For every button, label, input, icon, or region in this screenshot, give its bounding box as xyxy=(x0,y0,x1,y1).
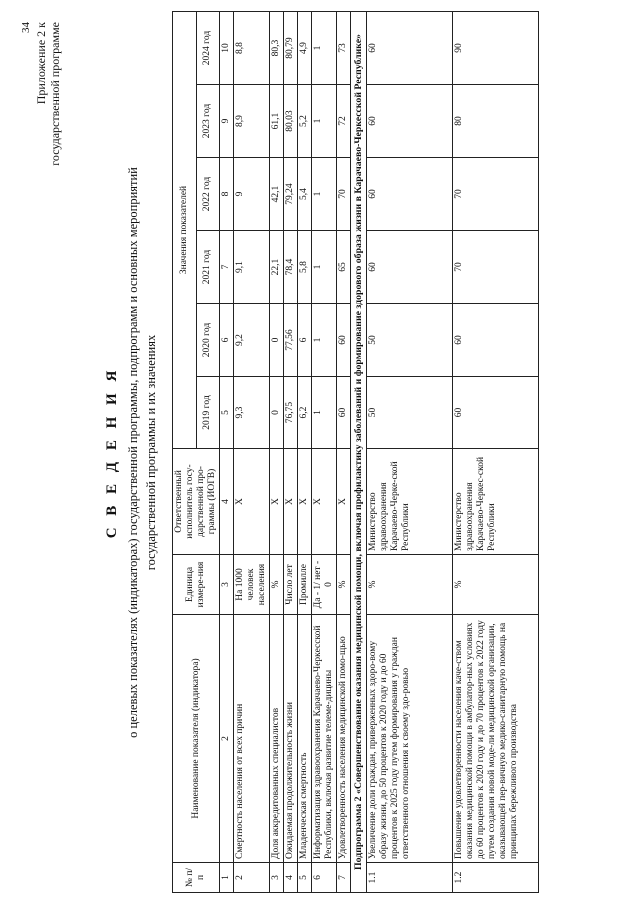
value-cell: 5,8 xyxy=(298,231,312,304)
page-number: 34 xyxy=(20,22,32,33)
table-row xyxy=(270,12,284,893)
value-cell: 60 xyxy=(367,158,453,231)
row-number: 5 xyxy=(298,863,312,893)
value-cell: 78,4 xyxy=(284,231,298,304)
column-number: 7 xyxy=(220,231,234,304)
unit: На 1000 человек населения xyxy=(234,555,270,615)
value-cell: 0 xyxy=(270,304,284,377)
value-cell: 77,56 xyxy=(284,304,298,377)
value-cell: 8,8 xyxy=(234,12,270,85)
unit: % xyxy=(367,555,453,615)
value-cell: 70 xyxy=(337,158,351,231)
table-row xyxy=(312,12,337,893)
column-number: 1 xyxy=(220,863,234,893)
responsible: Х xyxy=(298,449,312,555)
subtitle-line-2: государственной программы и их значениях xyxy=(144,334,158,571)
table-row xyxy=(337,12,351,893)
column-number: 10 xyxy=(220,12,234,85)
value-cell: 60 xyxy=(367,12,453,85)
header-num: № п/п xyxy=(173,863,220,893)
value-cell: 80,3 xyxy=(270,12,284,85)
value-cell: 9,1 xyxy=(234,231,270,304)
appendix-note xyxy=(34,22,62,322)
value-cell: 60 xyxy=(337,304,351,377)
value-cell: 90 xyxy=(453,12,539,85)
value-cell: 70 xyxy=(453,158,539,231)
value-cell: 22,1 xyxy=(270,231,284,304)
header-year: 2022 год xyxy=(196,158,220,231)
header-name: Наименование показателя (индикатора) xyxy=(173,615,220,863)
row-number: 6 xyxy=(312,863,337,893)
column-number-row xyxy=(220,12,234,893)
value-cell: 9,3 xyxy=(234,377,270,449)
indicators-table xyxy=(172,11,539,893)
unit: Число лет xyxy=(284,555,298,615)
indicator-name: Ожидаемая продолжительность жизни xyxy=(284,615,298,863)
column-number: 5 xyxy=(220,377,234,449)
responsible: Х xyxy=(312,449,337,555)
unit: Промилле xyxy=(298,555,312,615)
unit: % xyxy=(453,555,539,615)
value-cell: 0 xyxy=(270,377,284,449)
value-cell: 80 xyxy=(453,85,539,158)
value-cell: 1 xyxy=(312,85,337,158)
value-cell: 72 xyxy=(337,85,351,158)
column-number: 2 xyxy=(220,615,234,863)
value-cell: 73 xyxy=(337,12,351,85)
row-number: 1.1 xyxy=(367,863,453,893)
indicator-name: Удовлетворенность населения медицинской помо-щью xyxy=(337,615,351,863)
value-cell: 1 xyxy=(312,12,337,85)
value-cell: 8,9 xyxy=(234,85,270,158)
value-cell: 5,4 xyxy=(298,158,312,231)
unit: % xyxy=(270,555,284,615)
responsible: Х xyxy=(284,449,298,555)
header-year: 2024 год xyxy=(196,12,220,85)
value-cell: 50 xyxy=(367,304,453,377)
header-unit: Единица измере-ния xyxy=(173,555,220,615)
unit: % xyxy=(337,555,351,615)
value-cell: 60 xyxy=(453,304,539,377)
value-cell: 6,2 xyxy=(298,377,312,449)
indicator-name: Информатизация здравоохранения Карачаево-Черкесской Республики, включая развитие телеме-дицины xyxy=(312,615,337,863)
value-cell: 1 xyxy=(312,158,337,231)
value-cell: 70 xyxy=(453,231,539,304)
responsible: Х xyxy=(270,449,284,555)
column-number: 4 xyxy=(220,449,234,555)
value-cell: 5,2 xyxy=(298,85,312,158)
indicator-name: Доля аккредитованных специалистов xyxy=(270,615,284,863)
row-number: 4 xyxy=(284,863,298,893)
value-cell: 80,79 xyxy=(284,12,298,85)
table-row xyxy=(284,12,298,893)
indicator-name: Повышение удовлетворенности населения каче-ством оказания медицинской помощи в амбулатор-ных условиях до 60 процентов к 2020 году и до 70 процентов к 2022 году путем создания новой моде-ли медицинской организации, оказывающей пер-вичную медико-санитарную помощь на принципах бережливого производства xyxy=(453,615,539,863)
appendix-line-1: Приложение 2 к xyxy=(34,22,48,105)
table-row xyxy=(298,12,312,893)
table-row xyxy=(234,12,270,893)
row-number: 3 xyxy=(270,863,284,893)
value-cell: 1 xyxy=(312,377,337,449)
document-title: С В Е Д Е Н И Я xyxy=(104,366,120,539)
responsible: Х xyxy=(234,449,270,555)
column-number: 3 xyxy=(220,555,234,615)
appendix-line-2: государственной программе xyxy=(48,22,62,166)
value-cell: 60 xyxy=(367,231,453,304)
indicator-name: Увеличение доли граждан, приверженных здоро-вому образу жизни, до 50 процентов к 2020 году и до 60 процентов к 2025 году путем формирования у граждан ответственного отношения к своему здо-ровью xyxy=(367,615,453,863)
responsible: Х xyxy=(337,449,351,555)
header-year: 2020 год xyxy=(196,304,220,377)
value-cell: 6 xyxy=(298,304,312,377)
column-number: 8 xyxy=(220,158,234,231)
value-cell: 50 xyxy=(367,377,453,449)
table-row xyxy=(367,12,453,893)
header-year: 2019 год xyxy=(196,377,220,449)
value-cell: 61,1 xyxy=(270,85,284,158)
indicator-name: Младенческая смертность xyxy=(298,615,312,863)
subtitle-line-1: о целевых показателях (индикаторах) государственной программы, подпрограмм и основных мероприятий xyxy=(126,167,140,738)
unit: Да - 1/ нет - 0 xyxy=(312,555,337,615)
column-number: 9 xyxy=(220,85,234,158)
value-cell: 65 xyxy=(337,231,351,304)
value-cell: 42,1 xyxy=(270,158,284,231)
value-cell: 60 xyxy=(453,377,539,449)
header-year: 2021 год xyxy=(196,231,220,304)
value-cell: 60 xyxy=(337,377,351,449)
value-cell: 60 xyxy=(367,85,453,158)
row-number: 2 xyxy=(234,863,270,893)
section-heading: Подпрограмма 2 «Совершенствование оказания медицинской помощи, включая профилактику заболеваний и формирование здорового образа жизни в Карачаево-Черкесской Республике» xyxy=(351,12,367,893)
row-number: 7 xyxy=(337,863,351,893)
header-responsible: Ответственный исполнитель госу-дарственной про-граммы (ИОГВ) xyxy=(173,449,220,555)
header-values: Значения показателей xyxy=(173,12,197,449)
value-cell: 79,24 xyxy=(284,158,298,231)
value-cell: 1 xyxy=(312,304,337,377)
header-year: 2023 год xyxy=(196,85,220,158)
value-cell: 80,03 xyxy=(284,85,298,158)
responsible: Министерство здравоохранения Карачаево-Черке-ской Республики xyxy=(367,449,453,555)
indicator-name: Смертность населения от всех причин xyxy=(234,615,270,863)
value-cell: 4,9 xyxy=(298,12,312,85)
responsible: Министерство здравоохранения Карачаево-Черкес-ской Республики xyxy=(453,449,539,555)
value-cell: 9,2 xyxy=(234,304,270,377)
value-cell: 1 xyxy=(312,231,337,304)
value-cell: 76,75 xyxy=(284,377,298,449)
column-number: 6 xyxy=(220,304,234,377)
row-number: 1.2 xyxy=(453,863,539,893)
value-cell: 9 xyxy=(234,158,270,231)
section-row xyxy=(351,12,367,893)
table-row xyxy=(453,12,539,893)
